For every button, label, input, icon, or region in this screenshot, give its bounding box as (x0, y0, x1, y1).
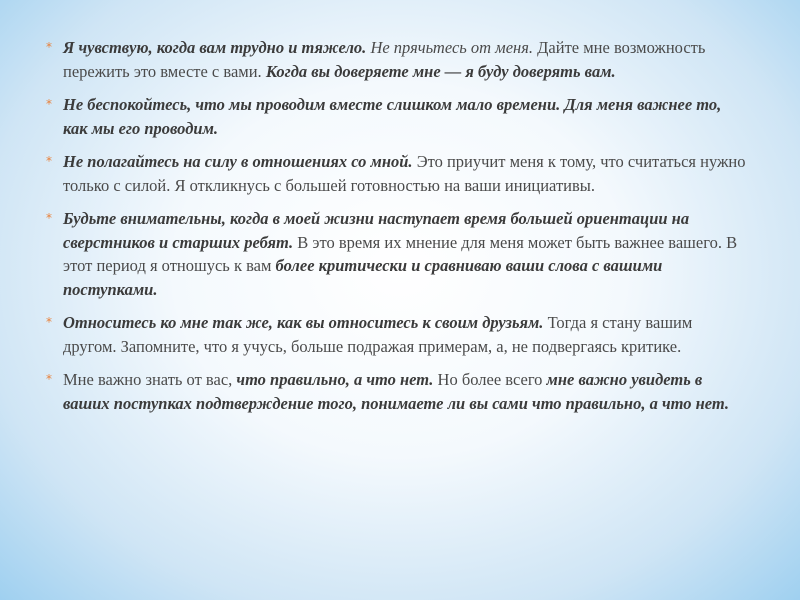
text-run: более критически и сравниваю ваши слова с вашими поступками. (63, 256, 663, 299)
text-run: Это приучит меня к тому, что считаться нужно только с силой. Я откликнусь с большей готовностью на ваши инициативы. (63, 152, 746, 195)
bullet-paragraph-2 (46, 93, 746, 140)
bullet-marker-icon: * (46, 97, 52, 111)
bullet-marker-icon: * (46, 211, 52, 225)
text-run: В это время их мнение для меня может быть важнее вашего. В этот период я отношусь к вам (63, 232, 738, 275)
bullet-paragraph-5 (46, 311, 746, 358)
bullet-paragraph-4 (46, 207, 746, 301)
bullet-marker-icon: * (46, 372, 52, 386)
text-run: Относитесь ко мне так же, как вы относитесь к своим друзьям. (63, 313, 544, 332)
text-run: Не прячьтесь от меня. (366, 38, 534, 57)
bullet-marker-icon: * (46, 40, 52, 54)
bullet-paragraph-1 (46, 36, 746, 83)
text-run: мне важно увидеть в ваших поступках подтверждение того, понимаете ли вы сами что правильно, а что нет. (63, 370, 730, 413)
text-run: Не полагайтесь на силу в отношениях со мной. (63, 152, 413, 171)
bullet-marker-icon: * (46, 154, 52, 168)
text-run: Не беспокойтесь, что мы проводим вместе слишком мало времени. Для меня важнее то, как мы его проводим. (63, 95, 722, 138)
text-run: Я чувствую, когда вам трудно и тяжело. (63, 38, 367, 57)
text-run: Дайте мне возможность пережить это вместе с вами. (63, 38, 706, 81)
bullet-paragraph-3 (46, 150, 746, 197)
text-run: что правильно, а что нет. (236, 370, 434, 389)
text-run: Когда вы доверяете мне — я буду доверять вам. (265, 61, 616, 81)
bullet-marker-icon: * (46, 315, 52, 329)
text-run: Но более всего (433, 370, 547, 389)
text-run: Тогда я стану вашим другом. Запомните, что я учусь, больше подражая примерам, а, не подвергаясь критике. (63, 313, 693, 356)
bullet-paragraph-6 (46, 368, 746, 415)
text-run: Будьте внимательны, когда в моей жизни наступает время большей ориентации на сверстников и старших ребят. (63, 209, 690, 252)
bullet-list (46, 36, 746, 425)
text-run: Мне важно знать от вас, (63, 370, 237, 389)
